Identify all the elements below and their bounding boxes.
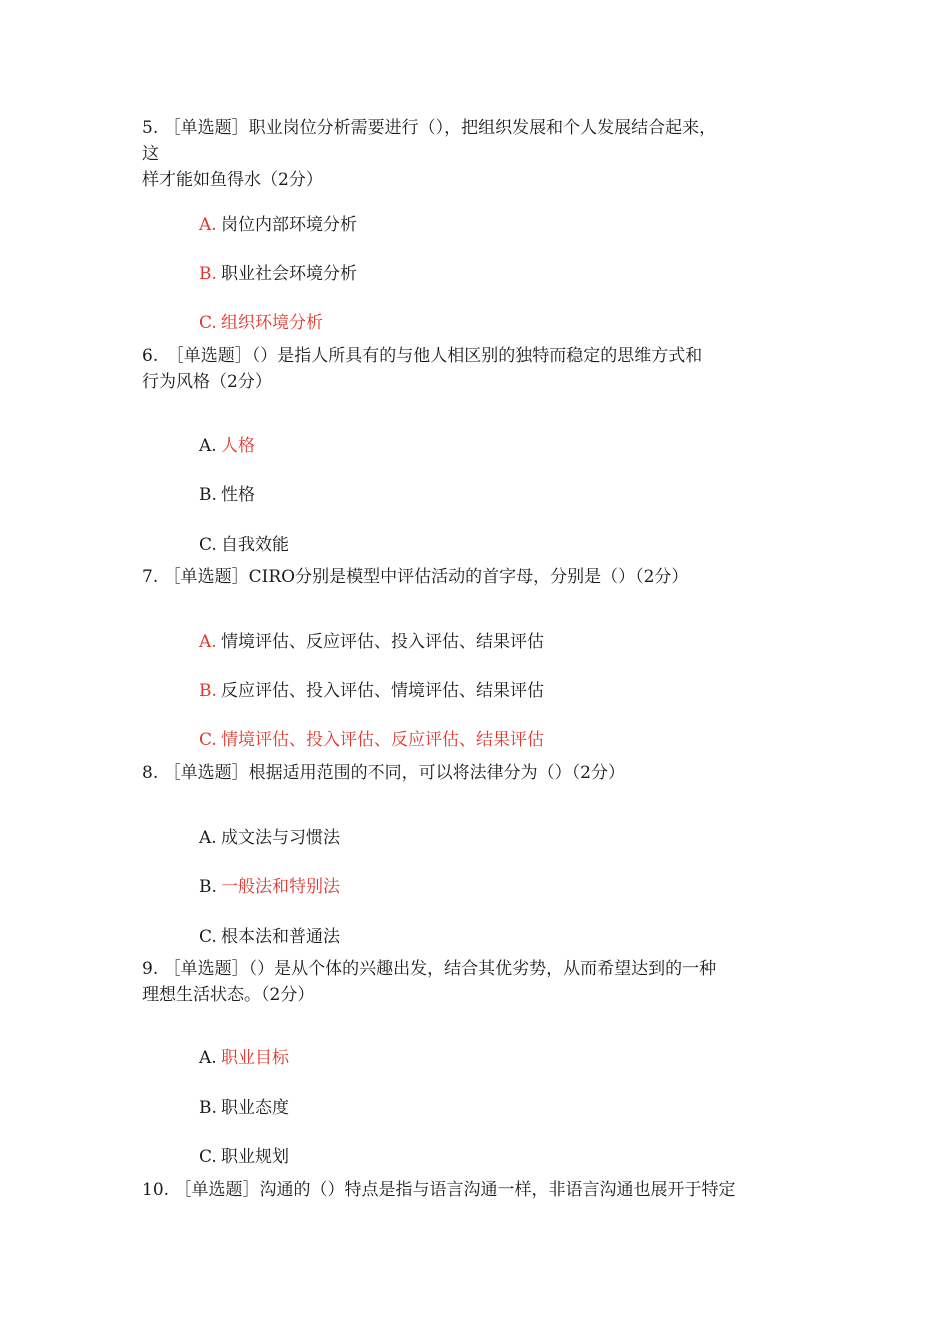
question-8-option-a — [199, 825, 340, 851]
question-8-text — [142, 760, 822, 786]
question-line: 10. ［单选题］沟通的（）特点是指与语言沟通一样，非语言沟通也展开于特定 — [142, 1180, 736, 1200]
option-text: 自我效能 — [221, 535, 289, 555]
option-letter: C. — [199, 927, 217, 947]
option-text: 职业态度 — [221, 1098, 289, 1118]
option-text: 情境评估、投入评估、反应评估、结果评估 — [221, 730, 544, 750]
option-text: 职业规划 — [221, 1147, 289, 1167]
question-line: 6. ［单选题］（）是指人所具有的与他人相区别的独特而稳定的思维方式和 — [142, 346, 703, 366]
question-9-option-c — [199, 1144, 289, 1170]
option-text: 职业社会环境分析 — [221, 264, 357, 284]
option-letter: B. — [199, 877, 217, 897]
option-text: 职业目标 — [221, 1048, 289, 1068]
question-7-option-c — [199, 727, 544, 753]
option-letter: B. — [199, 681, 217, 701]
question-7-option-a — [199, 629, 544, 655]
option-letter: A. — [199, 215, 217, 235]
option-text: 一般法和特别法 — [221, 877, 340, 897]
option-letter: A. — [199, 828, 217, 848]
question-10-text — [142, 1177, 822, 1203]
question-8-option-b — [199, 874, 340, 900]
option-text: 情境评估、反应评估、投入评估、结果评估 — [221, 632, 544, 652]
option-text: 岗位内部环境分析 — [221, 215, 357, 235]
question-6-text — [142, 343, 822, 395]
question-8-option-c — [199, 924, 340, 950]
question-6-option-a — [199, 433, 255, 459]
option-text: 人格 — [221, 436, 255, 456]
option-letter: C. — [199, 313, 217, 333]
question-7-option-b — [199, 678, 544, 704]
question-6-option-b — [199, 482, 255, 508]
question-line: 5. ［单选题］职业岗位分析需要进行（），把组织发展和个人发展结合起来， — [142, 118, 717, 138]
question-5-option-c — [199, 310, 323, 336]
option-letter: B. — [199, 1098, 217, 1118]
question-line: 9. ［单选题］（）是从个体的兴趣出发，结合其优劣势，从而希望达到的一种 — [142, 959, 717, 979]
question-line: 这 — [142, 144, 159, 164]
question-line: 8. ［单选题］根据适用范围的不同，可以将法律分为（）（2分） — [142, 763, 625, 783]
option-letter: C. — [199, 535, 217, 555]
question-9-option-a — [199, 1045, 289, 1071]
question-7-text — [142, 564, 822, 590]
option-letter: C. — [199, 730, 217, 750]
question-line: 7. ［单选题］CIRO分别是模型中评估活动的首字母，分别是（）（2分） — [142, 567, 689, 587]
option-letter: A. — [199, 436, 217, 456]
question-line: 理想生活状态。（2分） — [142, 985, 315, 1005]
question-line: 行为风格（2分） — [142, 372, 272, 392]
option-text: 反应评估、投入评估、情境评估、结果评估 — [221, 681, 544, 701]
option-letter: A. — [199, 1048, 217, 1068]
option-text: 根本法和普通法 — [221, 927, 340, 947]
question-5-text — [142, 115, 822, 193]
question-line: 样才能如鱼得水（2分） — [142, 170, 323, 190]
question-9-option-b — [199, 1095, 289, 1121]
question-5-option-a — [199, 212, 357, 238]
option-letter: A. — [199, 632, 217, 652]
question-6-option-c — [199, 532, 289, 558]
question-5-option-b — [199, 261, 357, 287]
question-9-text — [142, 956, 822, 1008]
option-text: 组织环境分析 — [221, 313, 323, 333]
option-letter: C. — [199, 1147, 217, 1167]
option-text: 成文法与习惯法 — [221, 828, 340, 848]
option-letter: B. — [199, 264, 217, 284]
option-letter: B. — [199, 485, 217, 505]
option-text: 性格 — [221, 485, 255, 505]
